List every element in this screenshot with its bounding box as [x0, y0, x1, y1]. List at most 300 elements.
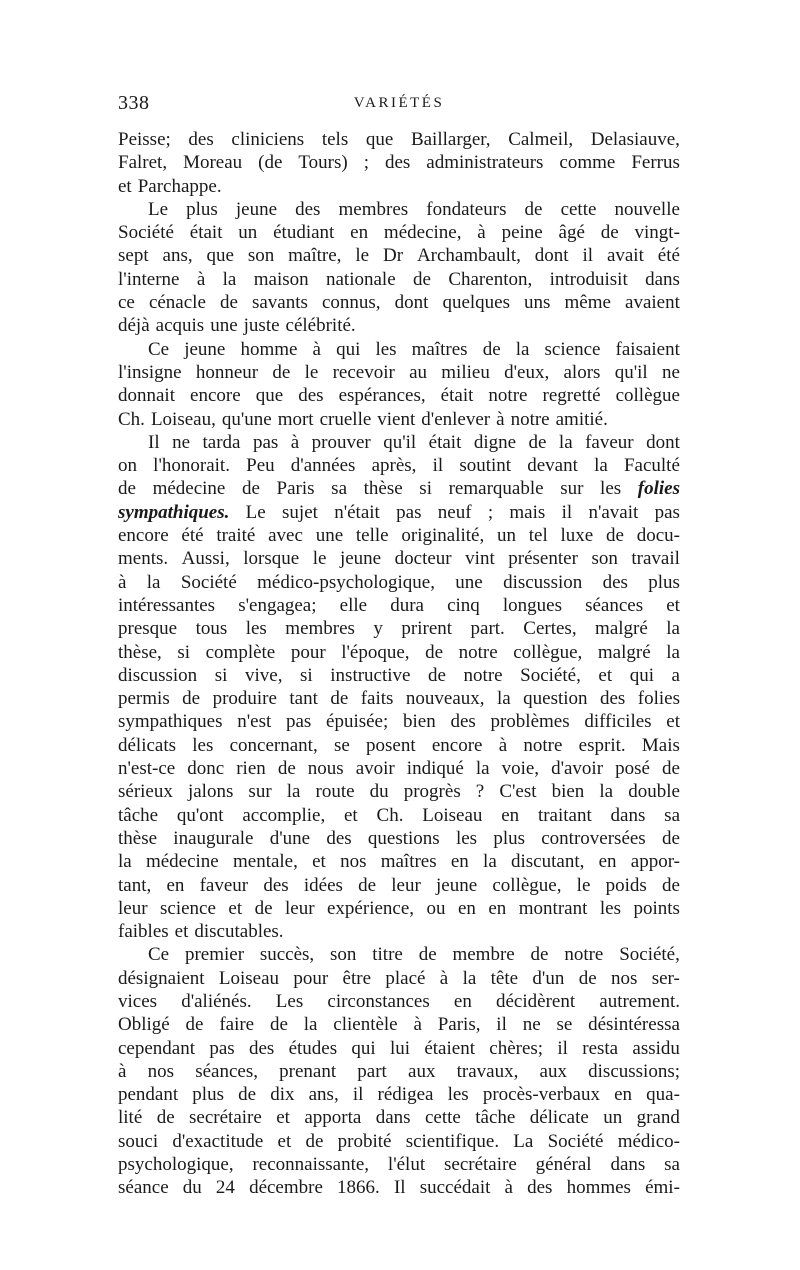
text-line — [118, 151, 680, 174]
word: sympathiques — [118, 711, 223, 733]
word: de — [482, 338, 501, 360]
word: pas — [285, 711, 312, 733]
word: en — [350, 222, 369, 244]
word: Peisse; — [118, 129, 171, 150]
word: part. — [470, 618, 505, 640]
word: luxe — [560, 525, 594, 547]
word: complète — [205, 641, 276, 663]
word: avait — [606, 245, 644, 267]
word: posent — [366, 734, 416, 756]
word: décembre — [249, 1177, 323, 1199]
word: qui — [336, 338, 361, 360]
word: que — [365, 129, 394, 150]
word: n'est — [237, 711, 272, 733]
word: de — [254, 897, 273, 919]
word: la — [599, 781, 614, 803]
word: Falret, — [118, 152, 168, 174]
word: d'eux, — [504, 361, 550, 383]
word: étudiant — [273, 222, 335, 244]
word: introduisit — [549, 268, 628, 290]
word: des — [298, 385, 324, 407]
word: sa — [331, 478, 347, 500]
word: faibles — [118, 921, 169, 943]
text-line — [118, 524, 680, 547]
text-line — [118, 990, 680, 1013]
word: de — [330, 688, 349, 710]
word: jeune — [339, 548, 382, 570]
word: science — [544, 338, 601, 360]
word: faveur — [585, 431, 634, 453]
word: dans — [610, 804, 646, 826]
word: leur — [284, 897, 315, 919]
word: médico- — [617, 1130, 680, 1152]
word: Ch. — [118, 408, 145, 430]
word: collègue, — [492, 874, 562, 896]
word: idées — [303, 874, 343, 896]
text-line — [118, 361, 680, 384]
text-line — [118, 827, 680, 850]
word: des — [602, 571, 628, 593]
word: pendant — [118, 1084, 179, 1106]
word: d'exactitude — [172, 1130, 264, 1152]
word: poids — [605, 874, 647, 896]
word: problèmes — [490, 711, 570, 733]
text-line — [118, 501, 680, 524]
word: neuf — [437, 501, 472, 523]
word: psychologique, — [118, 1154, 234, 1176]
word: nos — [147, 1060, 175, 1082]
word: 24 — [215, 1177, 235, 1199]
word: qui — [351, 1037, 376, 1059]
word: étaient — [424, 1037, 475, 1059]
word: questions — [367, 827, 440, 849]
word: en — [614, 1084, 633, 1106]
word: et — [228, 897, 243, 919]
word: des — [326, 827, 352, 849]
word: était — [189, 222, 223, 244]
word: sa — [664, 1154, 680, 1176]
word: son — [591, 548, 618, 570]
word: membre — [452, 944, 515, 966]
word: n'avait — [588, 501, 639, 523]
word: séances — [585, 594, 644, 616]
word: les — [599, 897, 621, 919]
word: les — [375, 338, 397, 360]
word: le — [355, 245, 370, 267]
word: indiqué — [406, 758, 464, 780]
word: pas — [209, 1037, 235, 1059]
word: tant — [289, 688, 318, 710]
word: tels — [321, 129, 349, 150]
word: la — [118, 851, 132, 873]
word: ; — [487, 501, 494, 523]
word: malgré — [595, 618, 648, 640]
word: quelques — [442, 292, 510, 314]
word: Loiseau, — [150, 408, 216, 430]
word: jeune — [235, 198, 278, 220]
text-line — [118, 128, 680, 151]
word: a — [671, 664, 680, 686]
word: science — [160, 897, 216, 919]
word: discussion — [118, 664, 198, 686]
word: pas — [252, 431, 279, 453]
word: et — [277, 1130, 292, 1152]
page-header — [118, 92, 680, 118]
word: des — [188, 129, 214, 150]
word: soutint — [459, 455, 512, 477]
word: route — [315, 781, 355, 803]
word: originalité, — [401, 525, 485, 547]
word: de — [219, 292, 238, 314]
word: Il — [148, 431, 160, 453]
word: et — [666, 594, 680, 616]
word: assidu — [632, 1037, 680, 1059]
word: administrateurs — [426, 152, 544, 174]
word: Calmeil, — [508, 129, 574, 150]
word: tête — [490, 967, 519, 989]
word: y — [373, 618, 383, 640]
word: cénacle — [148, 292, 206, 314]
word: séance — [118, 1177, 169, 1199]
word: pour — [290, 641, 326, 663]
word: collègue, — [513, 641, 583, 663]
word: faire — [219, 1014, 255, 1036]
word: il — [496, 1014, 507, 1036]
word: s'engagea; — [238, 594, 317, 616]
word: docu- — [636, 525, 680, 547]
word: de — [269, 1014, 288, 1036]
word: Société — [118, 222, 174, 244]
word: vices — [118, 990, 158, 1012]
word: plus — [648, 571, 680, 593]
word: difficiles — [584, 711, 652, 733]
text-line — [118, 291, 680, 314]
word: telle — [355, 525, 389, 547]
word: sympathiques. — [118, 501, 230, 523]
word: qui — [629, 664, 654, 686]
word: leur — [391, 874, 421, 896]
text-line — [118, 1153, 680, 1176]
word: montrant — [518, 897, 588, 919]
word: nouvelle — [614, 198, 680, 220]
word: succès, — [259, 944, 315, 966]
word: séances, — [195, 1060, 258, 1082]
word: du — [369, 781, 389, 803]
word: cinq — [447, 594, 480, 616]
word: été — [657, 245, 680, 267]
word: d'enlever — [421, 408, 491, 430]
word: aux — [408, 1060, 436, 1082]
word: ou — [426, 897, 446, 919]
word: discutables. — [194, 921, 284, 943]
word: ne — [522, 1014, 541, 1036]
word: traité — [216, 525, 256, 547]
word: probité — [337, 1130, 392, 1152]
word: 1866. — [337, 1177, 380, 1199]
word: de — [277, 758, 296, 780]
word: Il — [393, 1177, 406, 1199]
word: points — [633, 897, 680, 919]
text-line — [118, 687, 680, 710]
body-text — [118, 128, 680, 1200]
word: maître, — [288, 245, 342, 267]
word: désignaient — [118, 967, 205, 989]
word: vient — [377, 408, 416, 430]
word: savants — [251, 292, 308, 314]
word: Mais — [641, 734, 680, 756]
word: si — [177, 641, 191, 663]
word: nous — [307, 758, 344, 780]
word: en — [488, 897, 507, 919]
word: être — [342, 967, 372, 989]
word: des — [248, 1037, 275, 1059]
word: la — [496, 688, 511, 710]
word: la — [515, 338, 530, 360]
word: milieu — [441, 361, 490, 383]
word: la — [666, 641, 680, 663]
word: sur — [248, 781, 272, 803]
word: membres — [285, 618, 355, 640]
word: prouver — [311, 431, 371, 453]
word: thèse — [363, 478, 403, 500]
word: les — [455, 827, 478, 849]
word: de — [428, 664, 446, 686]
text-line — [118, 1013, 680, 1036]
word: cruelle — [319, 408, 372, 430]
word: nos — [610, 967, 638, 989]
word: et — [598, 664, 613, 686]
text-line — [118, 408, 680, 431]
text-line — [118, 431, 680, 454]
word: d'un — [532, 967, 565, 989]
word: était — [428, 431, 462, 453]
word: pour — [293, 967, 329, 989]
word: son — [330, 944, 357, 966]
word: notre — [458, 641, 498, 663]
word: décidèrent — [495, 990, 576, 1012]
word: à — [118, 571, 127, 593]
word: l'insigne — [118, 361, 182, 383]
word: alors — [563, 361, 601, 383]
word: l'époque, — [341, 641, 410, 663]
word: ce — [118, 292, 135, 314]
word: des — [384, 152, 411, 174]
word: homme — [240, 338, 298, 360]
word: à — [413, 1014, 422, 1036]
word: notre — [510, 408, 550, 430]
word: tâche — [475, 1107, 516, 1129]
word: malgré — [597, 641, 651, 663]
word: Parchappe. — [137, 175, 222, 197]
word: Baillarger, — [410, 129, 491, 150]
word: le — [576, 874, 591, 896]
word: juste — [243, 315, 280, 337]
word: grand — [636, 1107, 680, 1129]
word: plus — [493, 827, 525, 849]
word: bien — [551, 781, 585, 803]
word: avaient — [625, 292, 680, 314]
word: cette — [424, 1107, 461, 1129]
word: avoir — [355, 758, 395, 780]
word: Le — [148, 198, 169, 220]
word: dura — [390, 594, 424, 616]
word: posé — [615, 758, 650, 780]
word: resta — [582, 1037, 619, 1059]
word: chères; — [489, 1037, 544, 1059]
word: été — [181, 525, 204, 547]
word: son — [247, 245, 275, 267]
text-line — [118, 594, 680, 617]
word: d'aliénés. — [181, 990, 252, 1012]
word: permis — [118, 688, 170, 710]
word: dont — [646, 431, 680, 453]
word: dont — [534, 245, 569, 267]
word: à — [477, 222, 486, 244]
word: clientèle — [333, 1014, 398, 1036]
word: notre — [564, 944, 604, 966]
word: procès-verbaux — [482, 1084, 600, 1106]
word: ments. — [118, 548, 169, 570]
text-line — [118, 850, 680, 873]
word: faveur — [199, 874, 249, 896]
word: Ch. — [376, 804, 404, 826]
word: membres — [338, 198, 409, 220]
word: tarda — [202, 431, 241, 453]
word: des — [295, 198, 321, 220]
word: dont — [394, 292, 429, 314]
word: inaugurale — [173, 827, 254, 849]
word: pas — [396, 501, 422, 523]
word: de — [661, 827, 680, 849]
word: encore — [431, 734, 483, 756]
text-line — [118, 1060, 680, 1083]
word: si — [419, 478, 432, 500]
word: tâche — [118, 804, 159, 826]
word: placé — [385, 967, 426, 989]
text-line — [118, 897, 680, 920]
word: après, — [371, 455, 417, 477]
word: il — [561, 501, 573, 523]
word: le — [304, 361, 319, 383]
word: maîtres — [411, 338, 468, 360]
word: rien — [236, 758, 266, 780]
word: lité — [118, 1107, 143, 1129]
word: d'avoir — [551, 758, 604, 780]
text-line — [118, 710, 680, 733]
text-line — [118, 384, 680, 407]
word: plus — [192, 1084, 224, 1106]
word: de — [182, 688, 201, 710]
word: souci — [118, 1130, 159, 1152]
word: comme — [559, 152, 616, 174]
word: à — [118, 1060, 127, 1082]
word: digne — [473, 431, 517, 453]
word: médecine, — [383, 222, 462, 244]
word: Loiseau — [218, 967, 280, 989]
word: reconnaissante, — [252, 1154, 370, 1176]
word: de — [272, 361, 291, 383]
word: tous — [195, 618, 228, 640]
word: la — [286, 781, 301, 803]
word: célébrité. — [285, 315, 356, 337]
text-line — [118, 874, 680, 897]
word: la — [558, 431, 573, 453]
word: de — [600, 222, 619, 244]
text-line — [118, 1037, 680, 1060]
word: de — [578, 967, 597, 989]
word: Aussi, — [181, 548, 230, 570]
word: déjà — [118, 315, 150, 337]
word: en — [450, 851, 469, 873]
word: appor- — [630, 851, 680, 873]
word: fondateurs — [426, 198, 507, 220]
text-line — [118, 943, 680, 966]
word: en — [457, 897, 476, 919]
word: folies — [637, 688, 680, 710]
word: qu'une — [221, 408, 272, 430]
word: maîtres — [380, 851, 437, 873]
word: ne — [661, 361, 680, 383]
text-line — [118, 1083, 680, 1106]
word: études — [288, 1037, 338, 1059]
word: longues — [502, 594, 562, 616]
word: notre — [523, 734, 563, 756]
word: encore — [190, 385, 241, 407]
word: cette — [560, 198, 597, 220]
text-line — [118, 198, 680, 221]
word: collègue — [615, 385, 680, 407]
word: on — [118, 455, 137, 477]
text-line — [118, 268, 680, 291]
text-line — [118, 454, 680, 477]
word: presque — [118, 618, 178, 640]
word: devant — [527, 455, 578, 477]
text-line — [118, 547, 680, 570]
word: de — [418, 944, 437, 966]
word: à — [290, 431, 300, 453]
word: (de — [258, 152, 283, 174]
word: ans, — [162, 245, 193, 267]
word: médecine — [145, 851, 219, 873]
text-line — [118, 338, 680, 361]
word: lui — [389, 1037, 411, 1059]
word: vive, — [245, 664, 283, 686]
word: donc — [187, 758, 225, 780]
word: un — [496, 525, 516, 547]
word: uns — [524, 292, 551, 314]
word: n'était — [334, 501, 380, 523]
word: discussion — [503, 571, 583, 593]
word: Paris, — [437, 1014, 481, 1036]
word: à — [496, 408, 505, 430]
word: de — [358, 874, 377, 896]
word: émi- — [645, 1177, 680, 1199]
word: remarquable — [448, 478, 544, 500]
word: bien — [403, 711, 436, 733]
word: au — [409, 361, 428, 383]
word: thèse, — [118, 641, 162, 663]
word: sa — [664, 804, 680, 826]
word: prenant — [279, 1060, 337, 1082]
word: des — [263, 874, 289, 896]
word: se — [333, 734, 350, 756]
word: et — [118, 175, 132, 197]
word: d'années — [290, 455, 356, 477]
word: autrement. — [599, 990, 680, 1012]
word: les — [192, 734, 214, 756]
word: ? — [475, 781, 485, 803]
word: il — [352, 1084, 364, 1106]
